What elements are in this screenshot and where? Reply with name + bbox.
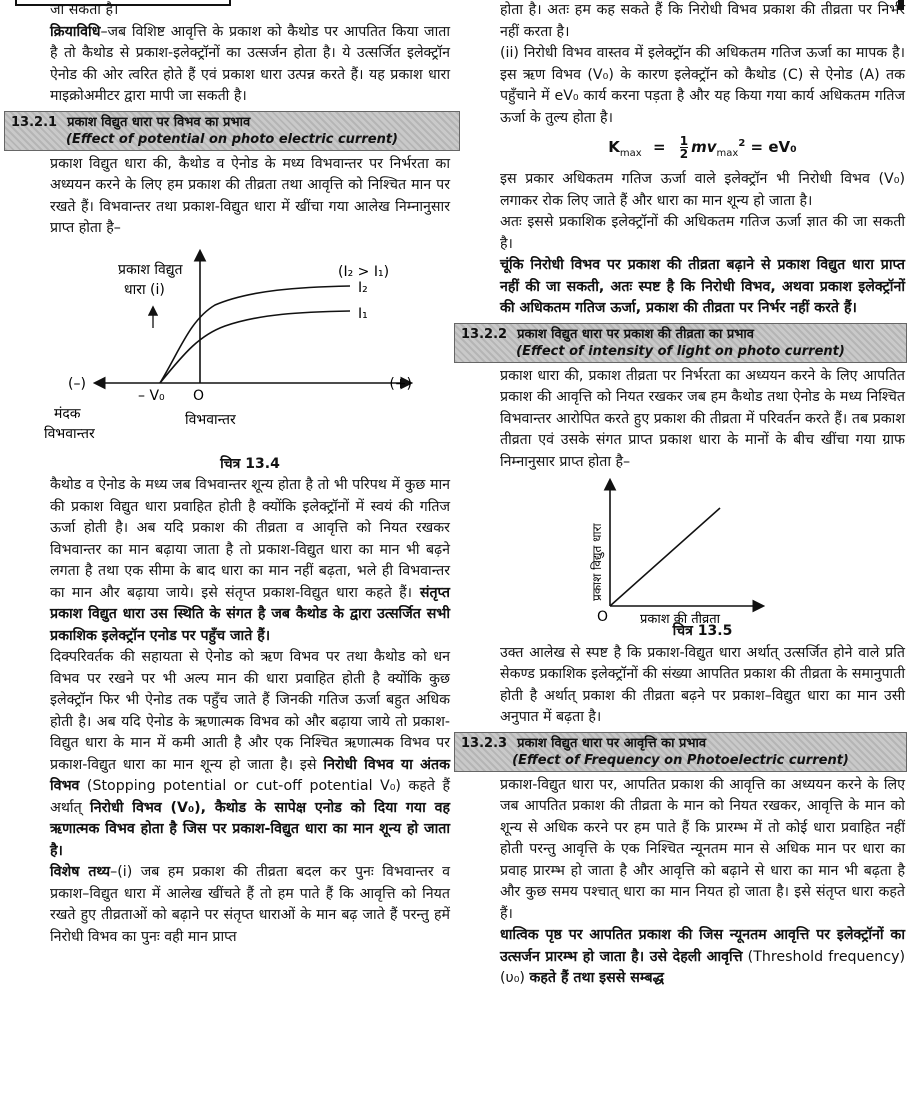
- condition-label: (I₂ > I₁): [338, 263, 390, 280]
- section-title-hindi: प्रकाश विद्युत धारा पर आवृत्ति का प्रभाव: [517, 735, 707, 751]
- section-number: 13.2.3: [461, 735, 508, 751]
- retarding-label-line1: मंदक: [54, 405, 81, 422]
- paragraph: क्रियाविधि–जब विशिष्ट आवृत्ति के प्रकाश को कैथोड पर आपतित किया जाता है तो कैथोड से प्रकाश-इलेक्ट्रॉनों का उत्सर्जन होता है। ये उत्सर्जित इलेक्ट्रॉन ऐनोड की ओर त्वरित होते हैं एवं प्रकाश धारा उत्पन्न करते हैं। यह प्रकाश धारा माइक्रोअमीटर द्वारा मापी जा सकती है।: [50, 23, 450, 104]
- equation-kmax: $K_{max}$ = $\frac{1}{2}$ $mv_{max}^2 = eV_0$: [608, 134, 797, 161]
- y-axis-label-line1: प्रकाश विद्युत: [118, 261, 183, 278]
- paragraph: उक्त आलेख से स्पष्ट है कि प्रकाश-विद्युत धारा अर्थात् उत्सर्जित होने वाले प्रति सेकण्ड प्रकाशिक इलेक्ट्रॉनों की संख्या आपतित प्रकाश की तीव्रता के समानुपाती होती है अर्थात् प्रकाश की तीव्रता बढ़ने पर प्रकाश–विद्युत धारा का मान उसी अनुपात में बढ़ता है।: [500, 644, 905, 725]
- paragraph: जा सकता है।: [50, 2, 119, 18]
- positive-label: (+): [389, 375, 412, 392]
- paragraph: (ii) निरोधी विभव वास्तव में इलेक्ट्रॉन की अधिकतम गतिज ऊर्जा का मापक है। इस ऋण विभव (V₀) के कारण इलेक्ट्रॉन को कैथोड (C) से ऐनोड (A) तक पहुँचाने में eV₀ कार्य करना पड़ता है और यह किया गया कार्य अधिकतम गतिज ऊर्जा के तुल्य होता है।: [500, 45, 905, 126]
- section-title-english: (Effect of potential on photo electric current): [66, 131, 398, 147]
- figure-caption: चित्र 13.5: [672, 623, 733, 639]
- paragraph: विशेष तथ्य–(i) जब हम प्रकाश की तीव्रता बदल कर पुनः विभवान्तर व प्रकाश–विद्युत धारा में आलेख खींचते हैं तो हम पाते हैं कि आवृत्ति को नियत रखते हुए तीव्रताओं को बढ़ाने पर संतृप्त धाराओं के मान बढ़ जाते हैं परन्तु हमें निरोधी विभव का पुनः वही मान प्राप्त: [50, 864, 450, 945]
- section-title-hindi: प्रकाश विद्युत धारा पर प्रकाश की तीव्रता का प्रभाव: [517, 326, 755, 342]
- paragraph: प्रकाश विद्युत धारा की, कैथोड व ऐनोड के मध्य विभवान्तर पर निर्भरता का अध्ययन करने के लिए हम प्रकाश की तीव्रता तथा आवृत्ति को निश्चित मान पर रखते हैं। विभवान्तर तथा प्रकाश-विद्युत धारा में खींचा गया आलेख निम्नानुसार प्राप्त होता है–: [50, 155, 450, 236]
- x-axis-label: विभवान्तर: [185, 411, 236, 428]
- y-axis-label: प्रकाश विद्युत धारा: [590, 523, 604, 601]
- paragraph: इस प्रकार अधिकतम गतिज ऊर्जा वाले इलेक्ट्रॉन भी निरोधी विभव (V₀) लगाकर रोक लिए जाते हैं और धारा का मान शून्य हो जाता है।: [500, 171, 905, 209]
- section-title-english: (Effect of Frequency on Photoelectric current): [512, 752, 849, 768]
- y-axis-label-line2: धारा (i): [124, 281, 165, 298]
- curve-i2: [160, 286, 350, 383]
- retarding-label-line2: विभवान्तर: [44, 425, 95, 440]
- proportional-line: [610, 508, 720, 606]
- right-column: [461, 0, 905, 990]
- stopping-potential-marker: – V₀: [138, 387, 165, 404]
- figure-13-4: [20, 240, 420, 440]
- paragraph: प्रकाश धारा की, प्रकाश तीव्रता पर निर्भरता का अध्ययन करने के लिए आपतित प्रकाश की आवृत्ति को नियत रखकर जब हम कैथोड तथा ऐनोड के मध्य निश्चित विभवान्तर आरोपित करते हुए प्रकाश की तीव्रता में परिवर्तन करते हैं। तब प्रकाश तीव्रता एवं उसके संगत प्राप्त प्रकाश धारा के मानों के बीच खींचा गया ग्राफ निम्नानुसार प्राप्त होता है–: [500, 367, 905, 470]
- paragraph: अतः इससे प्रकाशिक इलेक्ट्रॉनों की अधिकतम गतिज ऊर्जा ज्ञात की जा सकती है।: [500, 214, 905, 252]
- origin-label: O: [597, 609, 609, 623]
- curve-label-i1: I₁: [358, 305, 368, 322]
- paragraph: धात्विक पृष्ठ पर आपतित प्रकाश की जिस न्यूनतम आवृत्ति पर इलेक्ट्रॉनों का उत्सर्जन प्रारम्भ हो जाता है। उसे देहली आवृत्ति (Threshold frequency) (υ₀) कहते हैं तथा इससे सम्बद्ध: [500, 927, 905, 986]
- section-heading-13-2-2: [454, 323, 907, 363]
- section-number: 13.2.2: [461, 326, 508, 342]
- figure-caption: चित्र 13.4: [220, 455, 280, 472]
- paragraph: प्रकाश-विद्युत धारा पर, आपतित प्रकाश की आवृत्ति का अध्ययन करने के लिए जब आपतित प्रकाश की तीव्रता के मान को नियत रखकर, आवृत्ति के मान को शून्य से अधिक करने पर हम पाते हैं कि प्रारम्भ में तो कोई धारा प्रवाहित नहीं होती परन्तु आवृत्ति के एक निश्चित न्यूनतम मान से अधिक मान पर धारा का प्रवाह प्रारम्भ हो जाता है और आवृत्ति को बढ़ाने से धारा का मान भी बढ़ता है और कुछ समय पश्चात् धारा का मान नियत हो जाता है। इसे संतृप्त धारा कहते हैं।: [500, 776, 905, 922]
- curve-i1: [160, 311, 350, 383]
- section-title-english: (Effect of intensity of light on photo current): [516, 343, 845, 359]
- paragraph: होता है। अतः हम कह सकते हैं कि निरोधी विभव प्रकाश की तीव्रता पर निर्भर नहीं करता है।: [500, 2, 905, 40]
- curve-label-i2: I₂: [358, 279, 368, 296]
- origin-label: O: [193, 387, 205, 404]
- paragraph: चूंकि निरोधी विभव पर प्रकाश की तीव्रता बढ़ाने से प्रकाश विद्युत धारा प्राप्त नहीं की जा सकती, अतः स्पष्ट है कि निरोधी विभव, अथवा प्रकाश इलेक्ट्रॉनों की अधिकतम गतिज ऊर्जा, प्रकाश की तीव्रता पर निर्भर नहीं करते हैं।: [500, 257, 905, 316]
- section-heading-13-2-3: [454, 732, 907, 772]
- x-axis-label: प्रकाश की तीव्रता: [640, 612, 720, 623]
- left-column: [11, 0, 450, 948]
- term: क्रियाविधि: [50, 23, 101, 40]
- section-heading-13-2-1: [4, 111, 460, 151]
- term: विशेष तथ्य: [50, 864, 111, 880]
- paragraph: कैथोड व ऐनोड के मध्य जब विभवान्तर शून्य होता है तो भी परिपथ में कुछ मान की प्रकाश विद्युत धारा प्रवाहित होती है क्योंकि इलेक्ट्रॉनों में स्वयं की गतिज ऊर्जा होती है। अब यदि प्रकाश की तीव्रता व आवृत्ति को नियत रखकर विभवान्तर का मान बढ़ाया जाता है तो प्रकाश-विद्युत धारा का मान भी बढ़ने लगता है तथा एक सीमा के बाद धारा का मान नहीं बढ़ता, भले ही विभवान्तर का मान और बढ़ाया जाये। इसे संतृप्त प्रकाश-विद्युत धारा कहते हैं। संतृप्त प्रकाश विद्युत धारा उस स्थिति के संगत है जब कैथोड के द्वारा उत्सर्जित सभी प्रकाशिक इलेक्ट्रॉन एनोड पर पहुँच जाते हैं।: [50, 477, 450, 644]
- paragraph: दिक्परिवर्तक की सहायता से ऐनोड को ऋण विभव पर तथा कैथोड को धन विभव पर रखने पर भी अल्प मान की धारा प्रवाहित होती है क्योंकि कुछ इलेक्ट्रॉन फिर भी ऐनोड तक पहुँच जाते हैं जिनकी गतिज ऊर्जा बहुत अधिक होती है। अब यदि ऐनोड के ऋणात्मक विभव को और बढ़ाया जाये तो प्रकाश-विद्युत धारा के मान में कमी आती है और एक निश्चित ऋणात्मक विभव पर प्रकाश-विद्युत धारा का मान शून्य हो जाता है। इसे निरोधी विभव या अंतक विभव (Stopping potential or cut-off potential V₀) कहते हैं अर्थात् निरोधी विभव (V₀), कैथोड के सापेक्ष एनोड को दिया गया वह ऋणात्मक विभव होता है जिस पर प्रकाश-विद्युत धारा का मान शून्य हो जाता है।: [50, 649, 450, 859]
- section-title-hindi: प्रकाश विद्युत धारा पर विभव का प्रभाव: [67, 114, 251, 130]
- section-number: 13.2.1: [11, 114, 58, 130]
- negative-label: (–): [68, 375, 86, 392]
- figure-13-5: [500, 473, 905, 623]
